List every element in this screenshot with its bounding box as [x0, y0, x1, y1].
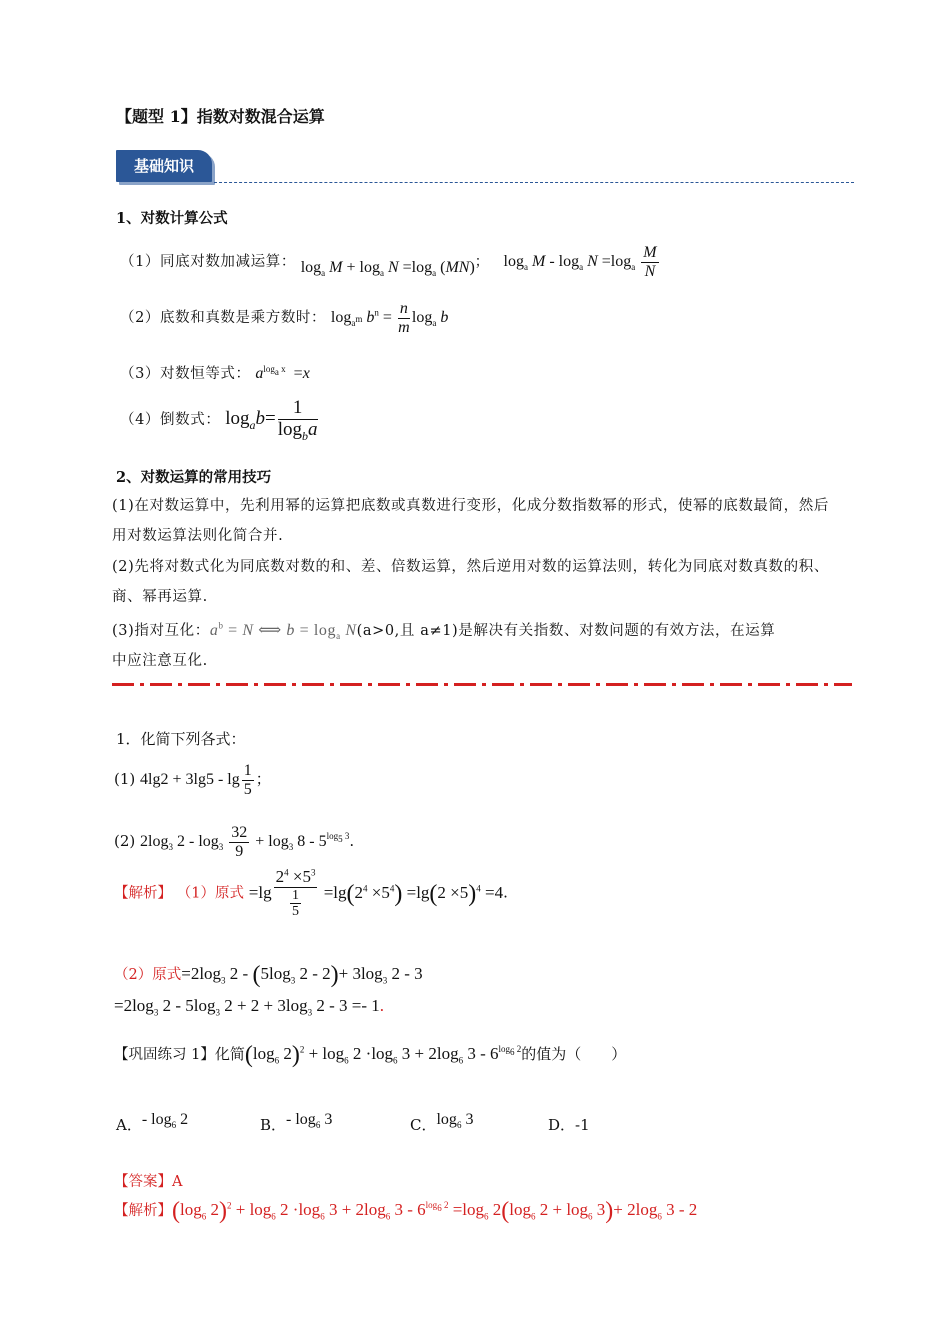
option-c[interactable]: C．$\log_6 3$: [410, 1111, 474, 1134]
formula-expression: $a^{log_a x} =x$: [255, 363, 310, 382]
option-d[interactable]: D．-1: [548, 1116, 590, 1134]
formula-4: [120, 398, 320, 441]
option-a[interactable]: A．- $\log_6 2$: [116, 1111, 189, 1134]
formula-expression: $\log_ab=$ $\frac{1}{\log_ba}$: [225, 397, 318, 443]
tip-2: (2)先将对数式化为同底数对数的和、差、倍数运算，然后逆用对数的运算法则，转化为同底对数真数的积、商、幂再运算.: [112, 559, 829, 605]
formula-label: （3）对数恒等式：: [120, 366, 251, 382]
tip-1: (1)在对数运算中，先利用幂的运算把底数或真数进行变形，化成分数指数幂的形式，使幂的底数最简，然后用对数运算法则化简合并.: [112, 498, 829, 544]
formula-expression: $=2\log_3$ $2 - (5\log_3$ $2 - 2)+ 3\log_3$ 2 - 3: [181, 962, 423, 988]
formula-expression: $a^b = N$ ⟺ $b = \log_a N$: [209, 620, 357, 642]
red-divider: [112, 683, 852, 686]
formula-3: [120, 362, 310, 383]
analysis-label: 【解析】: [114, 1203, 172, 1219]
formula-expression: 4lg2 + 3lg5 - lg $\frac{1}{5}$: [140, 762, 252, 798]
formula-expression: $\log_a M - \log_a N =\log_a$ $\frac{M}{N}$: [503, 244, 657, 280]
formula-expression: ($\log_6$ $2)^2 + \log_6 2 \cdot\log_6$ $3 + 2\log_6$ $3 - 6^{log_6 2} =\log_6$ $2(\log_6$ $2 + \log_6 3)+ 2\log_6$ 3 - 2: [172, 1198, 698, 1224]
solution-1: 【解析】 （1）原式 =lg $\frac{2^4 \times 5^3}{\frac{1}{5}}$ $=\lg(2^4 \times 5^4) =\lg(2 \times 5)^4 =4$.: [114, 867, 508, 920]
formula-expression: ($\log_6$ $2)^2 + \log_6 2 \cdot\log_6$ $3 + 2\log_6$ $3 - 6^{log_6 2}$: [244, 1042, 522, 1068]
formula-expression: $\log_a M + \log_a N =\log_a$ (MN): [300, 258, 475, 278]
formula-expression: $\log_{a^m} b^n$ = $\frac{n}{m}$ $\log_a b$: [330, 300, 449, 336]
tip-3: (3)指对互化：$a^b = N$ ⟺ $b = \log_a N(a>0$,且 a≠1)是解决有关指数、对数问题的有效方法，在运算 中应注意互化.: [112, 620, 776, 669]
solution-2: （2）原式$=2\log_3$ $2 - (5\log_3$ $2 - 2)+ 3\log_3$ 2 - 3: [114, 962, 423, 988]
solution-label: 【解析】: [114, 885, 172, 902]
section-heading: 1、对数计算公式: [116, 210, 228, 227]
page-title: 【题型 1】指数对数混合运算: [116, 107, 325, 126]
formula-2: [120, 300, 448, 336]
solution-2-line-2: $=2\log_3$ $2 - 5\log_3$ $2 + 2 + 3\log_3$ 2 - 3 =- 1.: [114, 996, 385, 1018]
formula-label: （1）同底对数加减运算：: [120, 253, 296, 270]
option-b[interactable]: B．- $\log_6 3$: [260, 1111, 333, 1134]
answer: 【答案】A: [114, 1174, 183, 1190]
formula-expression: $2\log_3$ $2 - \log_3$ $\frac{32}{9}$ + $\log_3 8 - 5^{log_5 3}$: [140, 824, 350, 860]
divider: [214, 182, 854, 183]
question-1: 1．化简下列各式：: [116, 730, 246, 748]
formula-label: （4）倒数式：: [120, 411, 221, 428]
practice-question: 【巩固练习 1】化简($\log_6$ $2)^2 + \log_6 2 \cdot\log_6$ $3 + 2\log_6$ $3 - 6^{log_6 2}$的值为（ ）: [114, 1042, 627, 1068]
analysis: [114, 1198, 697, 1225]
formula-expression: =lg $\frac{2^4 \times 5^3}{\frac{1}{5}}$ $=\lg(2^4 \times 5^4) =\lg(2 \times 5)^4 =4$: [248, 867, 504, 920]
question-1-part-2: (2) $2\log_3$ $2 - \log_3$ $\frac{32}{9}$ + $\log_3 8 - 5^{log_5 3}$.: [114, 824, 355, 860]
section-heading: 2、对数运算的常用技巧: [116, 469, 272, 486]
formula-label: （2）底数和真数是乘方数时：: [120, 309, 327, 326]
section-banner: 基础知识: [116, 150, 212, 182]
question-1-part-1: (1) 4lg2 + 3lg5 - lg $\frac{1}{5}$ ；: [114, 762, 271, 798]
formula-1: （1）同底对数加减运算： $\log_a M + \log_a N =\log_a$ (MN)； $\log_a M - \log_a N =\log_a$ $\frac{M}{N}$: [120, 244, 661, 280]
practice-label: 【巩固练习 1】: [114, 1047, 215, 1063]
